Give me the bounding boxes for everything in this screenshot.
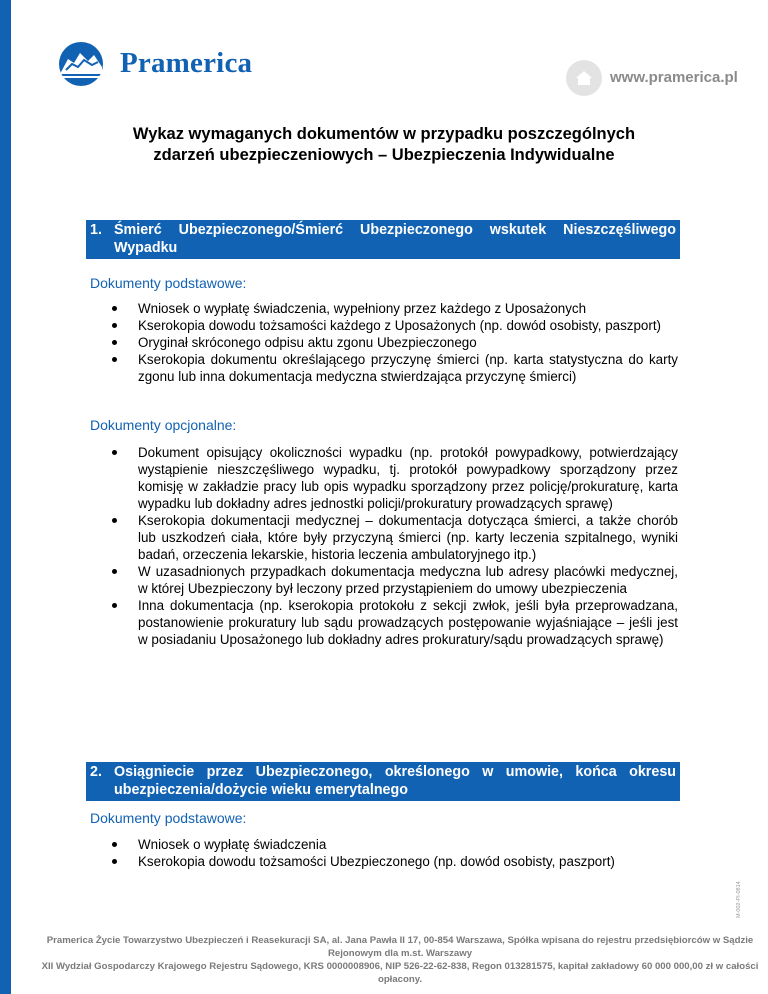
- rock-logo-icon: [56, 41, 110, 87]
- page-title: [90, 124, 678, 166]
- section-2-header: [86, 762, 680, 801]
- footer-line-2: XII Wydział Gospodarczy Krajowego Rejestru Sądowego, KRS 0000008906, NIP 526-22-62-838, Regon 013281575, kapitał zakładowy 60 000 000,00 zł w całości opłacony.: [41, 961, 759, 985]
- list-item: Kserokopia dowodu tożsamości Ubezpieczonego (np. dowód osobisty, paszport): [112, 853, 678, 870]
- bullet-icon: [112, 842, 117, 847]
- brand-name: Pramerica: [120, 47, 253, 79]
- section-1-title: Śmierć Ubezpieczonego/Śmierć Ubezpieczonego wskutek Nieszczęśliwego Wypadku: [114, 222, 676, 256]
- section-2-basic-list: [112, 836, 678, 870]
- document-code: M-002-PI-0814: [736, 881, 742, 918]
- section-1-header: [86, 220, 680, 259]
- pramerica-logo: [56, 41, 266, 87]
- footer-line-1: Pramerica Życie Towarzystwo Ubezpieczeń i Reasekuracji SA, al. Jana Pawła II 17, 00-854 Warszawa, Spółka wpisana do rejestru przedsiębiorców w Sądzie Rejonowym dla m.st. Warszawy: [46, 935, 754, 959]
- bullet-icon: [112, 603, 117, 608]
- bullet-icon: [112, 306, 117, 311]
- section-2-title: Osiągniecie przez Ubezpieczonego, określonego w umowie, końca okresu ubezpieczenia/dożycie wieku emerytalnego: [114, 764, 676, 798]
- list-item: Oryginał skróconego odpisu aktu zgonu Ubezpieczonego: [112, 334, 678, 351]
- section-1-optional-list: [112, 444, 678, 648]
- list-item: Kserokopia dokumentu określającego przyczynę śmierci (np. karta statystyczna do karty zgonu lub inna dokumentacja medyczna stwierdzająca przyczynę śmierci): [112, 351, 678, 385]
- website-block: [566, 60, 746, 96]
- section-1-basic-label: Dokumenty podstawowe:: [90, 275, 247, 291]
- bullet-icon: [112, 859, 117, 864]
- section-1-number: 1.: [90, 222, 102, 238]
- bullet-icon: [112, 323, 117, 328]
- section-2-number: 2.: [90, 764, 102, 780]
- list-item: Wniosek o wypłatę świadczenia: [112, 836, 678, 853]
- home-icon: [566, 60, 602, 96]
- list-item: Wniosek o wypłatę świadczenia, wypełniony przez każdego z Uposażonych: [112, 300, 678, 317]
- title-line-1: Wykaz wymaganych dokumentów w przypadku poszczególnych: [132, 125, 636, 143]
- bullet-icon: [112, 450, 117, 455]
- list-item: Kserokopia dowodu tożsamości każdego z Uposażonych (np. dowód osobisty, paszport): [112, 317, 678, 334]
- website-url[interactable]: www.pramerica.pl: [610, 69, 738, 86]
- left-accent-bar: [0, 0, 11, 994]
- bullet-icon: [112, 340, 117, 345]
- title-line-2: zdarzeń ubezpieczeniowych – Ubezpieczenia Indywidualne: [153, 146, 615, 164]
- list-item: Dokument opisujący okoliczności wypadku (np. protokół powypadkowy, potwierdzający wystąpienie nieszczęśliwego wypadku, tj. protokół powypadkowy sporządzony przez komisję w zakładzie pracy lub opis wypadku sporządzony przez policję/prokuraturę, karta wypadku lub dokładny adres jednostki policji/prokuratury prowadzących sprawę): [112, 444, 678, 512]
- footer: [40, 934, 760, 986]
- section-1-basic-list: [112, 300, 678, 385]
- section-2-basic-label: Dokumenty podstawowe:: [90, 810, 247, 826]
- bullet-icon: [112, 357, 117, 362]
- bullet-icon: [112, 518, 117, 523]
- bullet-icon: [112, 569, 117, 574]
- list-item: W uzasadnionych przypadkach dokumentacja medyczna lub adresy placówki medycznej, w której Ubezpieczony był leczony przed przystąpieniem do umowy ubezpieczenia: [112, 563, 678, 597]
- section-1-optional-label: Dokumenty opcjonalne:: [90, 417, 237, 433]
- list-item: Kserokopia dokumentacji medycznej – dokumentacja dotycząca śmierci, a także chorób lub uszkodzeń ciała, które były przyczyną śmierci (np. karty leczenia szpitalnego, wyniki badań, orzeczenia lekarskie, historia leczenia ambulatoryjnego itp.): [112, 512, 678, 563]
- list-item: Inna dokumentacja (np. kserokopia protokołu z sekcji zwłok, jeśli była przeprowadzana, postanowienie prokuratury lub sądu prowadzących postępowanie wyjaśniające – jeśli jest w posiadaniu Uposażonego lub dokładny adres prokuratury/sądu prowadzących sprawę): [112, 597, 678, 648]
